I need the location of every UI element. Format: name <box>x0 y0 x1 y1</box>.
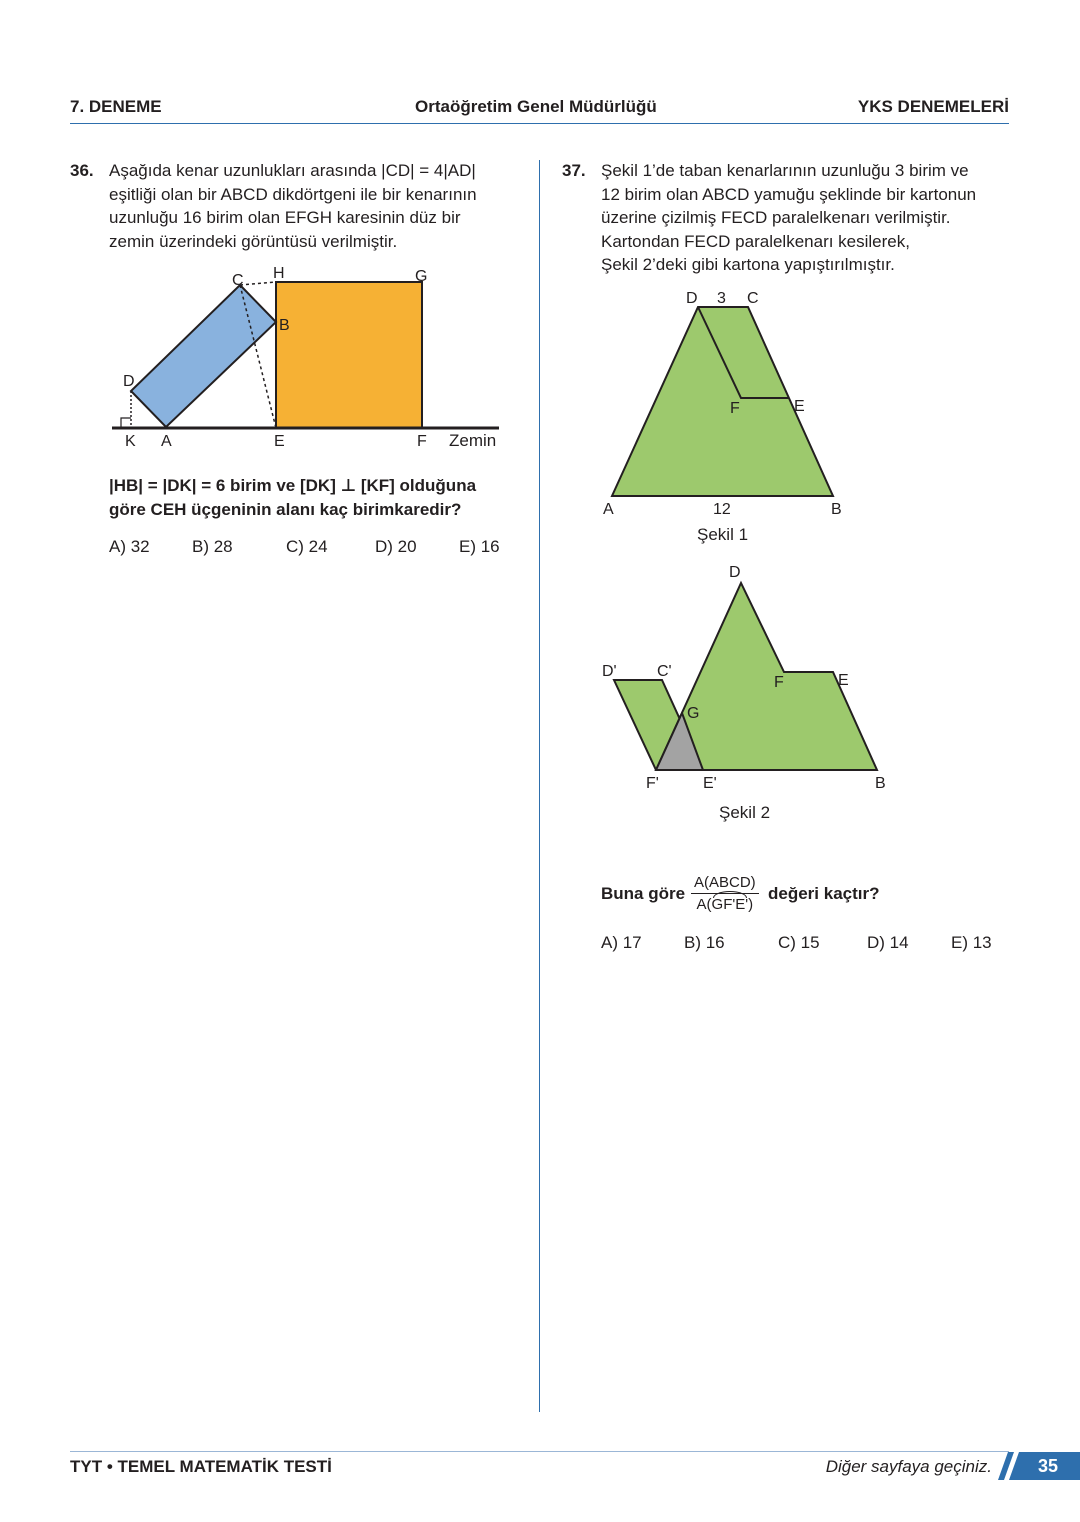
q36-number: 36. <box>70 161 94 180</box>
q36-line: zemin üzerindeki görüntüsü verilmiştir. <box>109 231 398 251</box>
fig1-label-d: D <box>686 290 698 307</box>
q37-question-prefix: Buna göre <box>601 884 686 903</box>
q37-option-b[interactable]: B) 16 <box>684 933 725 952</box>
q36-option-c[interactable]: C) 24 <box>286 537 328 556</box>
q36-option-b[interactable]: B) 28 <box>192 537 233 556</box>
header-right: YKS DENEMELERİ <box>857 97 1009 116</box>
fig1-label-e: E <box>794 398 805 415</box>
header-divider <box>70 123 1009 124</box>
fig2-label-f: F <box>774 674 784 691</box>
q37-line: 12 birim olan ABCD yamuğu şeklinde bir kartonun <box>601 184 977 204</box>
fig2-label-d1: D' <box>602 663 617 680</box>
q37-question-suffix: değeri kaçtır? <box>768 884 880 903</box>
q36-figure <box>100 258 510 458</box>
q37-fraction-denominator: A(GF'E') <box>696 896 754 913</box>
header-center: Ortaöğretim Genel Müdürlüğü <box>415 97 657 116</box>
label-floor: Zemin <box>449 431 497 450</box>
q36-option-d[interactable]: D) 20 <box>375 537 417 556</box>
label-k: K <box>125 433 136 450</box>
q36-option-a[interactable]: A) 32 <box>109 537 150 556</box>
fig2-label-c1: C' <box>657 663 672 680</box>
q37-line: üzerine çizilmiş FECD paralelkenarı verilmiştir. <box>601 208 951 227</box>
q36-text <box>109 159 477 253</box>
fig2-label-b: B <box>875 775 886 792</box>
q37-fraction <box>691 874 759 913</box>
label-g: G <box>415 268 428 285</box>
q36-option-e[interactable]: E) 16 <box>459 537 500 556</box>
fig2-label-g: G <box>687 705 700 722</box>
label-h: H <box>273 265 285 282</box>
fig1-label-top: 3 <box>717 290 726 307</box>
q37-figure1 <box>590 283 860 548</box>
q36-line: eşitliği olan bir ABCD dikdörtgeni ile bir kenarının <box>109 184 477 204</box>
q36-line: uzunluğu 16 birim olan EFGH karesinin düz bir <box>109 208 461 227</box>
footer-divider <box>70 1451 1009 1452</box>
square-efgh <box>276 282 422 428</box>
label-e: E <box>274 433 285 450</box>
header-left: 7. DENEME <box>70 97 162 116</box>
rectangle-abcd <box>131 285 276 427</box>
q37-number: 37. <box>562 161 586 180</box>
q37-figure2 <box>590 555 900 825</box>
fig2-label-d: D <box>729 564 741 581</box>
fig1-label-a: A <box>603 501 614 518</box>
fig1-label-c: C <box>747 290 759 307</box>
fig1-label-bottom: 12 <box>713 501 731 518</box>
q37-line: Şekil 1’de taban kenarlarının uzunluğu 3 birim ve <box>601 161 969 180</box>
q37-line: Şekil 2’deki gibi kartona yapıştırılmıştır. <box>601 255 895 274</box>
q37-option-e[interactable]: E) 13 <box>951 933 992 952</box>
label-f: F <box>417 433 427 450</box>
label-c: C <box>232 272 244 289</box>
right-angle-mark <box>121 418 131 427</box>
label-d: D <box>123 373 135 390</box>
q37-text <box>601 159 976 277</box>
fig2-label-e: E <box>838 672 849 689</box>
footer-next-page: Diğer sayfaya geçiniz. <box>825 1457 992 1476</box>
q37-option-c[interactable]: C) 15 <box>778 933 820 952</box>
q37-option-d[interactable]: D) 14 <box>867 933 909 952</box>
q37-arc-gfe: GF'E' <box>711 896 749 913</box>
fig1-label-f: F <box>730 400 740 417</box>
q36-line: Aşağıda kenar uzunlukları arasında |CD| = 4|AD| <box>109 161 476 180</box>
dashed-ch <box>240 282 276 285</box>
fig2-label-e1: E' <box>703 775 717 792</box>
q36-question <box>109 474 476 521</box>
label-b: B <box>279 317 290 334</box>
footer-left: TYT • TEMEL MATEMATİK TESTİ <box>70 1457 332 1476</box>
q36-question-line: |HB| = |DK| = 6 birim ve [DK] ⊥ [KF] olduğuna <box>109 476 477 495</box>
column-divider <box>539 160 540 1412</box>
page-number: 35 <box>1037 1456 1059 1476</box>
q37-fraction-numerator: A(ABCD) <box>691 874 759 894</box>
q36-question-line: göre CEH üçgeninin alanı kaç birimkaredir? <box>109 499 462 519</box>
q37-option-a[interactable]: A) 17 <box>601 933 642 952</box>
fig1-caption: Şekil 1 <box>697 525 749 544</box>
fig2-caption: Şekil 2 <box>719 803 771 822</box>
q37-line: Kartondan FECD paralelkenarı kesilerek, <box>601 231 910 251</box>
fig2-label-f1: F' <box>646 775 659 792</box>
fig1-label-b: B <box>831 501 842 518</box>
label-a: A <box>161 433 172 450</box>
